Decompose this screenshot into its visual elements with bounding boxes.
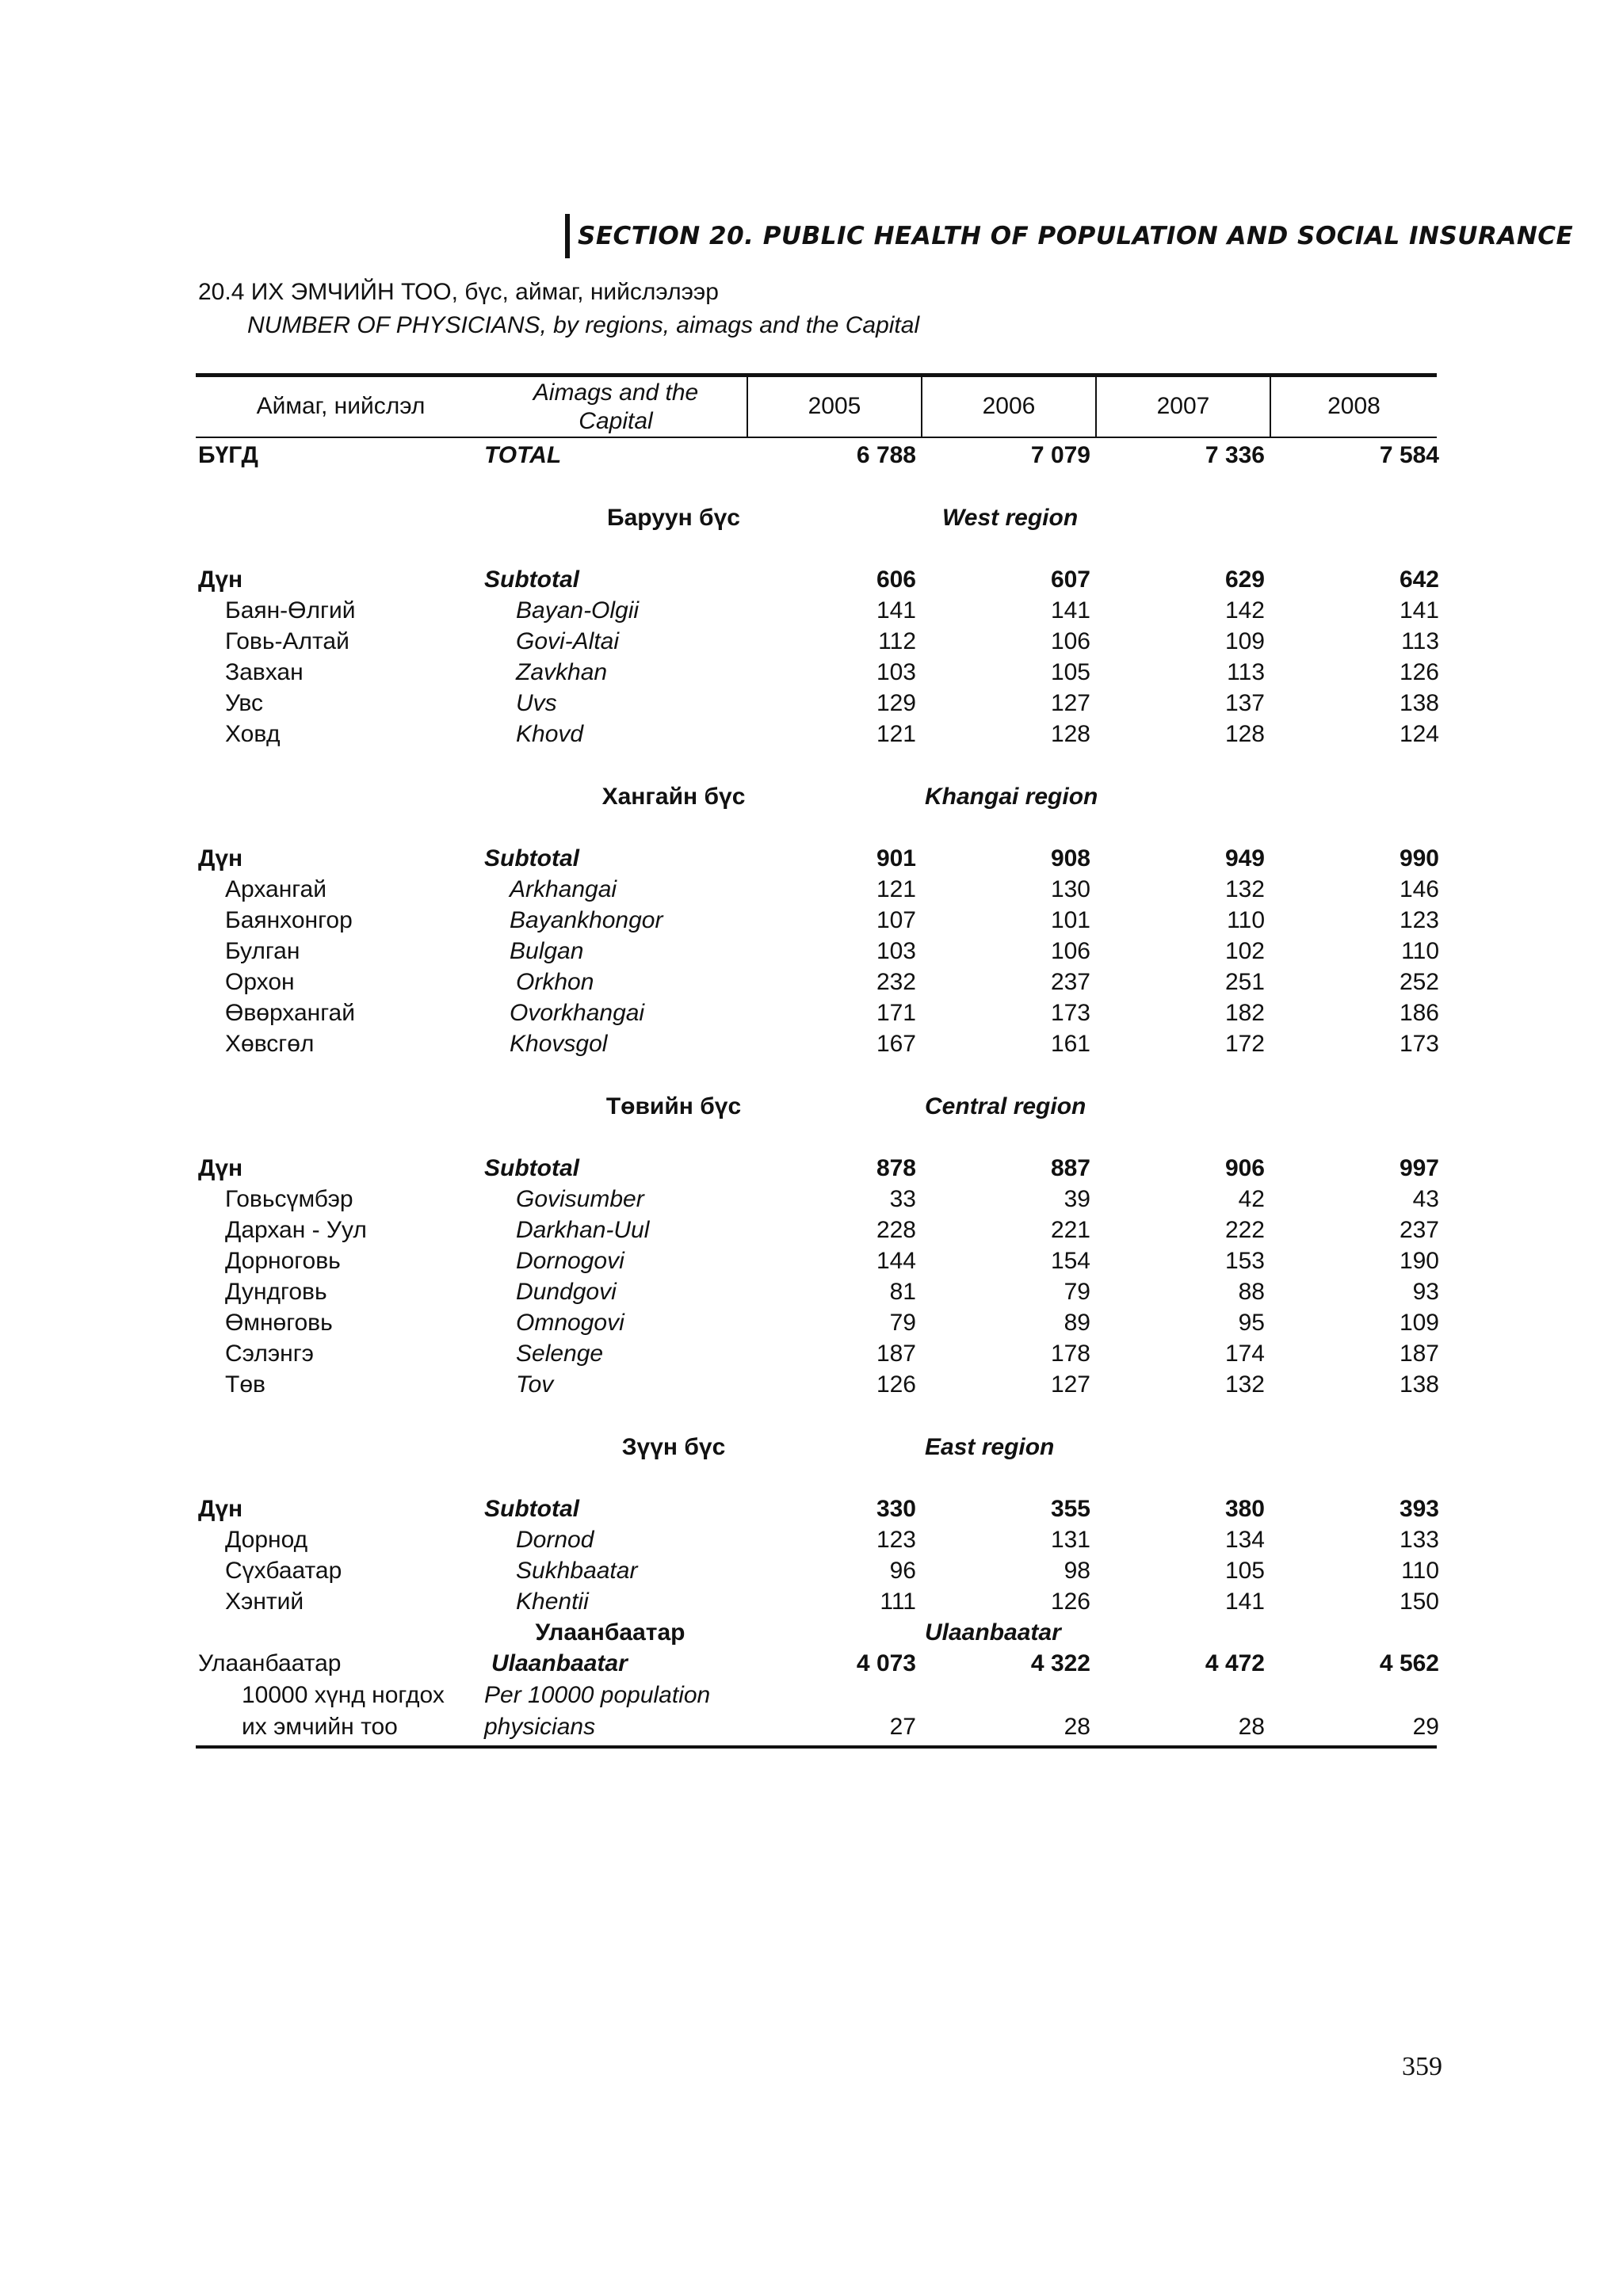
table-row <box>0 1215 1623 1246</box>
value-2007: 251 <box>1224 969 1265 995</box>
value-2005: 123 <box>876 1527 916 1553</box>
table-row <box>0 1555 1623 1587</box>
region-name-en: West region <box>942 505 1079 531</box>
value-2005: 111 <box>880 1589 916 1615</box>
value-2005: 107 <box>876 907 916 933</box>
row-label-mn: Дүн <box>198 1496 243 1522</box>
aimag-name-en: Dornogovi <box>516 1248 624 1274</box>
value-2006: 98 <box>1064 1558 1090 1584</box>
value-2006: 39 <box>1064 1186 1090 1212</box>
aimag-name-mn: Увс <box>225 690 263 716</box>
row-label-mn: Дүн <box>198 845 243 871</box>
value-2007: 28 <box>1238 1714 1265 1740</box>
table-row <box>0 936 1623 967</box>
value-2006: 7 079 <box>1030 442 1090 468</box>
value-2005: 228 <box>876 1217 916 1243</box>
value-2007: 906 <box>1224 1155 1265 1181</box>
aimag-name-en: Selenge <box>516 1341 604 1367</box>
value-2005: 6 788 <box>856 442 916 468</box>
value-2006: 130 <box>1050 876 1090 902</box>
value-2006: 79 <box>1064 1279 1090 1305</box>
value-2006: 4 322 <box>1030 1650 1090 1676</box>
table-row <box>0 595 1623 627</box>
value-2006: 127 <box>1050 1371 1090 1398</box>
value-2008: 173 <box>1399 1031 1439 1057</box>
aimag-name-en: Omnogovi <box>516 1310 624 1336</box>
total-row <box>0 440 1623 471</box>
header-top-rule <box>196 373 1437 377</box>
aimag-name-mn: Дорнод <box>225 1527 308 1553</box>
region-name-en: East region <box>925 1434 1055 1460</box>
aimag-name-en: Zavkhan <box>516 659 608 685</box>
value-2005: 112 <box>878 628 916 654</box>
table-row <box>0 688 1623 719</box>
value-2007: 153 <box>1224 1248 1265 1274</box>
row-label-mn: Улаанбаатар <box>198 1650 342 1676</box>
value-2006: 126 <box>1050 1589 1090 1615</box>
aimag-name-mn: Булган <box>225 938 300 964</box>
header-col-en-line1: Aimags and the <box>533 379 699 406</box>
table-row <box>0 997 1623 1029</box>
value-2008: 187 <box>1399 1341 1439 1367</box>
header-col-en <box>485 379 747 436</box>
page-number: 359 <box>1402 2052 1442 2081</box>
row-label-en: Subtotal <box>484 566 579 593</box>
value-2008: 123 <box>1399 907 1439 933</box>
value-2006: 237 <box>1050 969 1090 995</box>
value-2006: 105 <box>1050 659 1090 685</box>
region-name-mn: Хангайн бүс <box>601 784 746 810</box>
region-heading-west <box>0 502 1623 534</box>
value-2005: 129 <box>876 690 916 716</box>
table-row <box>0 1307 1623 1339</box>
value-2006: 355 <box>1050 1496 1090 1522</box>
aimag-name-en: Dundgovi <box>516 1279 617 1305</box>
table-bottom-rule <box>196 1745 1437 1749</box>
value-2006: 101 <box>1050 907 1090 933</box>
per-capita-label-row <box>0 1680 1623 1711</box>
row-label-en: Subtotal <box>484 1155 579 1181</box>
aimag-name-en: Arkhangai <box>510 876 617 902</box>
value-2007: 42 <box>1238 1186 1265 1212</box>
aimag-name-mn: Сүхбаатар <box>225 1558 342 1584</box>
aimag-name-en: Orkhon <box>516 969 594 995</box>
aimag-name-en: Khovd <box>516 721 584 747</box>
capital-heading <box>0 1617 1623 1649</box>
value-2005: 79 <box>889 1310 916 1336</box>
aimag-name-mn: Сэлэнгэ <box>225 1341 314 1367</box>
value-2005: 330 <box>876 1496 916 1522</box>
table-row <box>0 626 1623 658</box>
value-2008: 997 <box>1399 1155 1439 1181</box>
subtotal-row-west <box>0 564 1623 596</box>
value-2005: 171 <box>876 1000 916 1026</box>
value-2007: 102 <box>1224 938 1265 964</box>
value-2005: 33 <box>889 1186 916 1212</box>
value-2006: 178 <box>1050 1341 1090 1367</box>
region-heading-east <box>0 1432 1623 1463</box>
value-2005: 103 <box>876 938 916 964</box>
per-capita-row <box>0 1711 1623 1743</box>
aimag-name-mn: Хөвсгөл <box>225 1031 315 1057</box>
value-2005: 878 <box>876 1155 916 1181</box>
aimag-name-mn: Хэнтий <box>225 1589 304 1615</box>
value-2007: 380 <box>1224 1496 1265 1522</box>
value-2007: 134 <box>1224 1527 1265 1553</box>
aimag-name-en: Ovorkhangai <box>510 1000 645 1026</box>
value-2008: 93 <box>1412 1279 1439 1305</box>
region-heading-central <box>0 1091 1623 1123</box>
aimag-name-en: Bayankhongor <box>510 907 663 933</box>
value-2007: 137 <box>1224 690 1265 716</box>
value-2006: 154 <box>1050 1248 1090 1274</box>
value-2005: 606 <box>876 566 916 593</box>
value-2006: 106 <box>1050 628 1090 654</box>
value-2006: 607 <box>1050 566 1090 593</box>
region-name-en: Khangai region <box>925 784 1098 810</box>
subtotal-row-khangai <box>0 843 1623 875</box>
aimag-name-mn: Баян-Өлгий <box>225 597 356 624</box>
value-2006: 221 <box>1050 1217 1090 1243</box>
value-2008: 990 <box>1399 845 1439 871</box>
table-title-mn: 20.4 ИХ ЭМЧИЙН ТОО, бүс, аймаг, нийслэлээр <box>198 279 719 305</box>
value-2006: 908 <box>1050 845 1090 871</box>
value-2007: 174 <box>1224 1341 1265 1367</box>
aimag-name-mn: Дархан - Уул <box>225 1217 367 1243</box>
value-2008: 43 <box>1412 1186 1439 1212</box>
value-2007: 222 <box>1224 1217 1265 1243</box>
value-2006: 28 <box>1064 1714 1090 1740</box>
table-row <box>0 1369 1623 1401</box>
value-2005: 4 073 <box>856 1650 916 1676</box>
value-2007: 142 <box>1224 597 1265 624</box>
aimag-name-mn: Өмнөговь <box>225 1310 333 1336</box>
table-row <box>0 967 1623 998</box>
table-row <box>0 1028 1623 1060</box>
value-2005: 121 <box>876 721 916 747</box>
value-2008: 133 <box>1399 1527 1439 1553</box>
aimag-name-mn: Архангай <box>225 876 327 902</box>
value-2008: 642 <box>1399 566 1439 593</box>
value-2006: 141 <box>1050 597 1090 624</box>
aimag-name-en: Khentii <box>516 1589 589 1615</box>
header-year-2006: 2006 <box>982 393 1036 419</box>
value-2006: 89 <box>1064 1310 1090 1336</box>
value-2007: 132 <box>1224 1371 1265 1398</box>
value-2008: 29 <box>1412 1714 1439 1740</box>
value-2005: 901 <box>876 845 916 871</box>
value-2008: 141 <box>1399 597 1439 624</box>
subtotal-row-east <box>0 1493 1623 1525</box>
value-2005: 81 <box>889 1279 916 1305</box>
row-label-mn: БҮГД <box>198 442 258 468</box>
capital-row <box>0 1648 1623 1680</box>
aimag-name-mn: Орхон <box>225 969 295 995</box>
table-row <box>0 657 1623 688</box>
aimag-name-mn: Төв <box>225 1371 265 1398</box>
capital-heading-mn: Улаанбаатар <box>535 1619 685 1646</box>
aimag-name-en: Khovsgol <box>510 1031 608 1057</box>
header-bottom-rule <box>196 437 1437 438</box>
value-2005: 141 <box>876 597 916 624</box>
aimag-name-mn: Баянхонгор <box>225 907 353 933</box>
value-2007: 95 <box>1238 1310 1265 1336</box>
value-2006: 887 <box>1050 1155 1090 1181</box>
value-2007: 132 <box>1224 876 1265 902</box>
value-2005: 167 <box>876 1031 916 1057</box>
value-2007: 88 <box>1238 1279 1265 1305</box>
aimag-name-en: Darkhan-Uul <box>516 1217 650 1243</box>
value-2006: 173 <box>1050 1000 1090 1026</box>
row-label-mn: Дүн <box>198 566 243 593</box>
value-2008: 7 584 <box>1379 442 1439 468</box>
value-2008: 252 <box>1399 969 1439 995</box>
region-name-mn: Баруун бүс <box>607 505 740 531</box>
value-2007: 7 336 <box>1205 442 1265 468</box>
value-2007: 109 <box>1224 628 1265 654</box>
aimag-name-mn: Дундговь <box>225 1279 327 1305</box>
aimag-name-mn: Завхан <box>225 659 304 685</box>
header-year-2008: 2008 <box>1327 393 1381 419</box>
value-2008: 109 <box>1399 1310 1439 1336</box>
value-2006: 131 <box>1050 1527 1090 1553</box>
region-name-mn: Төвийн бүс <box>605 1093 742 1119</box>
value-2008: 138 <box>1399 690 1439 716</box>
value-2005: 144 <box>876 1248 916 1274</box>
table-row <box>0 1184 1623 1215</box>
section-header: SECTION 20. PUBLIC HEALTH OF POPULATION AND SOCIAL INSURANCE <box>565 214 1573 258</box>
aimag-name-mn: Говь-Алтай <box>225 628 349 654</box>
value-2005: 187 <box>876 1341 916 1367</box>
value-2005: 27 <box>889 1714 916 1740</box>
value-2006: 127 <box>1050 690 1090 716</box>
row-label-mn: Дүн <box>198 1155 243 1181</box>
row-label-en: TOTAL <box>484 442 562 468</box>
value-2008: 4 562 <box>1379 1650 1439 1676</box>
value-2007: 128 <box>1224 721 1265 747</box>
value-2008: 146 <box>1399 876 1439 902</box>
subtotal-row-central <box>0 1153 1623 1184</box>
aimag-name-en: Sukhbaatar <box>516 1558 638 1584</box>
value-2008: 126 <box>1399 659 1439 685</box>
value-2007: 182 <box>1224 1000 1265 1026</box>
table-row <box>0 1524 1623 1556</box>
value-2005: 126 <box>876 1371 916 1398</box>
value-2005: 232 <box>876 969 916 995</box>
table-row <box>0 719 1623 750</box>
table-row <box>0 1586 1623 1618</box>
region-heading-khangai <box>0 781 1623 813</box>
aimag-name-en: Bulgan <box>510 938 584 964</box>
aimag-name-en: Uvs <box>516 690 557 716</box>
aimag-name-mn: Ховд <box>225 721 281 747</box>
table-row <box>0 874 1623 906</box>
row-label-en: Subtotal <box>484 845 579 871</box>
table-title-en: NUMBER OF PHYSICIANS, by regions, aimags and the Capital <box>247 312 920 338</box>
per-capita-label-en-line2: physicians <box>484 1714 596 1740</box>
value-2006: 161 <box>1050 1031 1090 1057</box>
aimag-name-en: Dornod <box>516 1527 594 1553</box>
capital-heading-en: Ulaanbaatar <box>925 1619 1061 1646</box>
header-year-2005: 2005 <box>808 393 861 419</box>
value-2007: 629 <box>1224 566 1265 593</box>
aimag-name-mn: Дорноговь <box>225 1248 341 1274</box>
value-2005: 96 <box>889 1558 916 1584</box>
aimag-name-en: Govisumber <box>516 1186 644 1212</box>
header-year-2007: 2007 <box>1156 393 1210 419</box>
value-2007: 172 <box>1224 1031 1265 1057</box>
table-row <box>0 905 1623 936</box>
row-label-en: Ulaanbaatar <box>491 1650 628 1676</box>
value-2008: 113 <box>1401 628 1439 654</box>
table-row <box>0 1338 1623 1370</box>
value-2007: 949 <box>1224 845 1265 871</box>
value-2008: 110 <box>1401 938 1439 964</box>
value-2008: 124 <box>1399 721 1439 747</box>
header-col-en-line2: Capital <box>579 408 653 434</box>
per-capita-label-en-line1: Per 10000 population <box>484 1682 711 1708</box>
value-2007: 4 472 <box>1205 1650 1265 1676</box>
region-name-mn: Зүүн бүс <box>621 1434 726 1460</box>
value-2008: 150 <box>1399 1589 1439 1615</box>
value-2008: 190 <box>1399 1248 1439 1274</box>
table-row <box>0 1276 1623 1308</box>
value-2008: 186 <box>1399 1000 1439 1026</box>
aimag-name-en: Tov <box>516 1371 554 1398</box>
value-2008: 393 <box>1399 1496 1439 1522</box>
header-col-mn: Аймаг, нийслэл <box>256 393 426 419</box>
aimag-name-mn: Өвөрхангай <box>225 1000 355 1026</box>
value-2005: 103 <box>876 659 916 685</box>
value-2007: 113 <box>1227 659 1265 685</box>
value-2008: 237 <box>1399 1217 1439 1243</box>
value-2007: 141 <box>1224 1589 1265 1615</box>
value-2008: 110 <box>1401 1558 1439 1584</box>
per-capita-label-mn-line1: 10000 хүнд ногдох <box>242 1682 445 1708</box>
table-row <box>0 1245 1623 1277</box>
aimag-name-en: Bayan-Olgii <box>516 597 640 624</box>
row-label-en: Subtotal <box>484 1496 579 1522</box>
value-2007: 105 <box>1224 1558 1265 1584</box>
per-capita-label-mn-line2: их эмчийн тоо <box>242 1714 398 1740</box>
value-2006: 106 <box>1050 938 1090 964</box>
value-2005: 121 <box>876 876 916 902</box>
aimag-name-mn: Говьсүмбэр <box>225 1186 353 1212</box>
aimag-name-en: Govi-Altai <box>516 628 620 654</box>
value-2008: 138 <box>1399 1371 1439 1398</box>
region-name-en: Central region <box>925 1093 1086 1119</box>
value-2007: 110 <box>1227 907 1265 933</box>
value-2006: 128 <box>1050 721 1090 747</box>
